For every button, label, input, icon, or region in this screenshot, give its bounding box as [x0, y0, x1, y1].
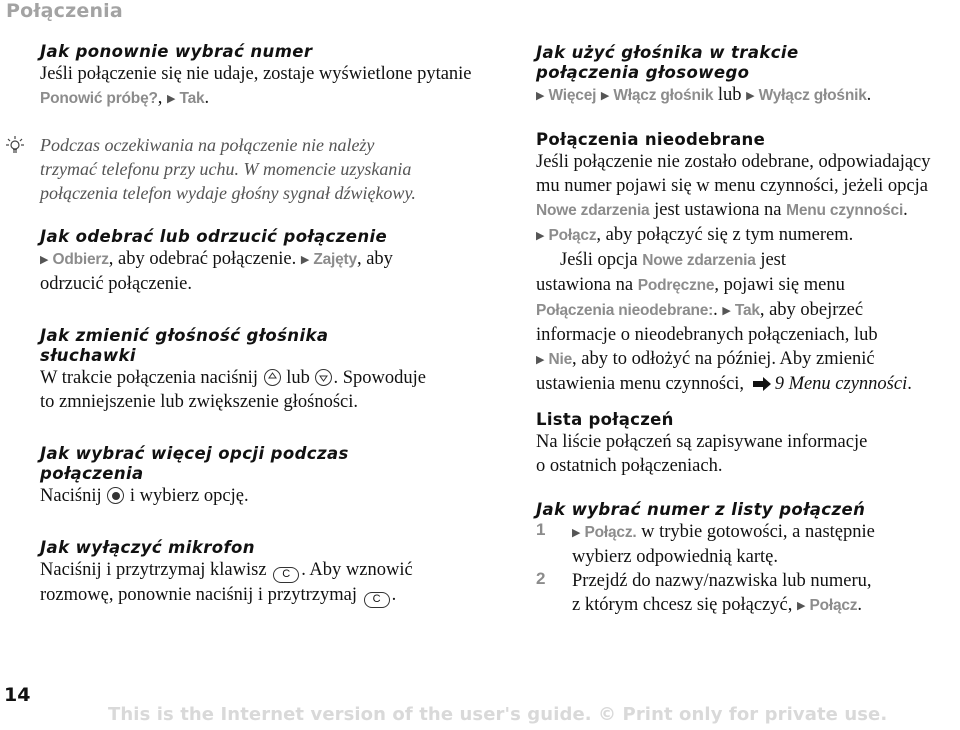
missed-l6	[536, 273, 960, 298]
tip-block	[40, 133, 480, 205]
arrow-right-icon: ▶	[746, 90, 755, 102]
missed-l10	[536, 372, 960, 396]
answer-section	[40, 227, 480, 296]
arrow-right-icon: ▶	[572, 527, 581, 539]
missed-heading: Połączenia nieodebrane	[536, 130, 766, 149]
answer-text-2: , aby	[356, 249, 393, 269]
speaker-text	[536, 83, 960, 108]
more-options-heading-2: połączenia	[40, 464, 144, 483]
c-key-icon: C	[364, 592, 390, 608]
missed-l5	[536, 248, 960, 273]
missed-l4	[536, 223, 960, 248]
ui-speaker-on-label: Włącz głośnik	[613, 87, 714, 104]
ui-new-events-label: Nowe zdarzenia	[536, 202, 650, 219]
missed-section	[536, 130, 960, 396]
period: .	[204, 88, 210, 108]
arrow-right-icon: ▶	[796, 600, 806, 612]
arrow-right-icon: ▶	[40, 254, 49, 266]
missed-l7	[536, 298, 960, 323]
ui-popup-label: Podręczne	[637, 277, 715, 294]
dial-from-list-heading: Jak wybrać numer z listy połączeń	[536, 500, 866, 519]
mute-text-1: Naciśnij i przytrzymaj klawisz	[40, 560, 267, 580]
ui-missed-calls-label: Połączenia nieodebrane:	[536, 302, 714, 319]
step-1-line-2: wybierz odpowiednią kartę.	[572, 547, 778, 567]
answer-text-1: , aby odebrać połączenie.	[108, 249, 297, 269]
missed-l10-start: ustawienia menu czynności,	[536, 374, 745, 394]
more-options-section	[40, 444, 480, 508]
mute-text	[40, 558, 480, 583]
volume-text	[40, 366, 480, 390]
period: .	[713, 300, 718, 320]
more-options-text	[40, 484, 480, 508]
redial-text	[40, 62, 480, 111]
ui-call-label: Połącz.	[584, 524, 637, 541]
step-2-line-2	[572, 593, 960, 618]
ui-busy-label: Zajęty	[313, 251, 357, 268]
missed-l5-end: jest	[760, 250, 787, 270]
mute-text-4: .	[391, 585, 397, 605]
ui-answer-label: Odbierz	[52, 251, 109, 268]
right-column	[536, 43, 960, 618]
arrow-right-icon: ▶	[536, 230, 545, 242]
step-number: 2	[536, 569, 546, 588]
tip-line-1: Podczas oczekiwania na połączenie nie należy	[40, 135, 375, 155]
call-list-l2: o ostatnich połączeniach.	[536, 456, 723, 476]
missed-l6-end: , pojawi się menu	[714, 275, 845, 295]
ui-more-label: Więcej	[548, 87, 597, 104]
step-1	[536, 520, 960, 569]
section-title: Połączenia	[6, 0, 123, 22]
volume-text-3: to zmniejszenie lub zwiększenie głośności.	[40, 392, 359, 412]
step-number: 1	[536, 520, 546, 539]
volume-heading-2: słuchawki	[40, 346, 136, 365]
mute-text-2: . Aby wznowić	[301, 560, 413, 580]
xref-menu-activity[interactable]: 9 Menu czynności	[774, 374, 908, 394]
call-list-section	[536, 410, 960, 478]
call-list-l1: Na liście połączeń są zapisywane informacje	[536, 432, 868, 452]
missed-l2: mu numer pojawi się w menu czynności, jeżeli opcja	[536, 176, 928, 196]
volume-or: lub	[286, 368, 310, 388]
volume-text-2: . Spowoduje	[333, 368, 426, 388]
volume-section	[40, 326, 480, 414]
period: .	[903, 200, 908, 220]
volume-text-1: W trakcie połączenia naciśnij	[40, 368, 258, 388]
missed-l5-start: Jeśli opcja	[560, 250, 638, 270]
tip-line-3: połączenia telefon wydaje głośny sygnał dźwiękowy.	[40, 183, 416, 203]
mute-section	[40, 538, 480, 608]
xref-arrow-icon	[753, 377, 771, 391]
missed-l6-start: ustawiona na	[536, 275, 634, 295]
ui-no-label: Nie	[548, 351, 572, 368]
more-options-text-1: Naciśnij	[40, 486, 102, 506]
step-2	[536, 569, 960, 618]
speaker-heading-2: połączenia głosowego	[536, 63, 750, 82]
sep: ,	[157, 88, 163, 108]
arrow-right-icon: ▶	[600, 90, 610, 102]
step-1-line-1	[572, 520, 960, 545]
arrow-right-icon: ▶	[300, 254, 310, 266]
step-2-b: z którym chcesz się połączyć,	[572, 595, 793, 615]
mute-text-line2	[40, 583, 480, 608]
redial-section	[40, 42, 480, 111]
missed-l9-text: , aby to odłożyć na później. Aby zmienić	[572, 349, 875, 369]
step-1-text	[572, 520, 960, 569]
answer-text-3: odrzucić połączenie.	[40, 274, 193, 294]
ui-yes-label: Tak	[734, 302, 760, 319]
volume-up-key-icon	[264, 369, 281, 386]
redial-text-1: Jeśli połączenie się nie udaje, zostaje wyświetlone pytanie	[40, 64, 472, 84]
period: .	[857, 595, 862, 615]
select-key-icon	[107, 487, 124, 504]
ui-retry-label: Ponowić próbę?	[40, 90, 158, 107]
tip-line-2: trzymać telefonu przy uchu. W momencie uzyskania	[40, 159, 412, 179]
period: .	[907, 374, 912, 394]
arrow-right-icon: ▶	[722, 305, 731, 317]
missed-l3-text: jest ustawiona na	[654, 200, 782, 220]
arrow-right-icon: ▶	[536, 354, 545, 366]
answer-text	[40, 247, 480, 272]
missed-l8: informacje o nieodebranych połączeniach, lub	[536, 325, 878, 345]
answer-heading: Jak odebrać lub odrzucić połączenie	[40, 227, 388, 246]
speaker-section	[536, 43, 960, 108]
speaker-or: lub	[717, 85, 742, 105]
left-column	[40, 42, 480, 608]
volume-down-key-icon	[315, 369, 332, 386]
period: .	[866, 85, 872, 105]
more-options-text-2: i wybierz opcję.	[129, 486, 249, 506]
ui-new-events-label-2: Nowe zdarzenia	[642, 252, 756, 269]
dial-from-list-section	[536, 500, 960, 618]
page-number: 14	[4, 684, 31, 706]
ui-speaker-off-label: Wyłącz głośnik	[758, 87, 867, 104]
missed-l4-text: , aby połączyć się z tym numerem.	[596, 225, 854, 245]
mute-text-3: rozmowę, ponownie naciśnij i przytrzymaj	[40, 585, 357, 605]
ui-call-label-2: Połącz	[809, 597, 858, 614]
step-1-a: w trybie gotowości, a następnie	[641, 522, 875, 542]
missed-l3	[536, 198, 960, 223]
arrow-right-icon: ▶	[167, 93, 176, 105]
footer-notice: This is the Internet version of the user's guide. © Print only for private use.	[108, 704, 888, 725]
redial-heading: Jak ponownie wybrać numer	[40, 42, 313, 61]
missed-l1: Jeśli połączenie nie zostało odebrane, odpowiadający	[536, 152, 931, 172]
ui-yes-label: Tak	[179, 90, 205, 107]
step-2-text	[572, 569, 960, 618]
ui-call-label: Połącz	[548, 227, 597, 244]
ui-activity-menu-label: Menu czynności	[786, 202, 904, 219]
mute-heading: Jak wyłączyć mikrofon	[40, 538, 255, 557]
volume-heading-1: Jak zmienić głośność głośnika	[40, 326, 329, 345]
call-list-heading: Lista połączeń	[536, 410, 674, 429]
c-key-icon: C	[273, 567, 299, 583]
arrow-right-icon: ▶	[536, 90, 545, 102]
step-2-line-1: Przejdź do nazwy/nazwiska lub numeru,	[572, 571, 872, 591]
missed-l9	[536, 347, 960, 372]
lightbulb-icon	[4, 136, 26, 156]
more-options-heading-1: Jak wybrać więcej opcji podczas	[40, 444, 349, 463]
missed-l7-end: , aby obejrzeć	[759, 300, 864, 320]
speaker-heading-1: Jak użyć głośnika w trakcie	[536, 43, 799, 62]
